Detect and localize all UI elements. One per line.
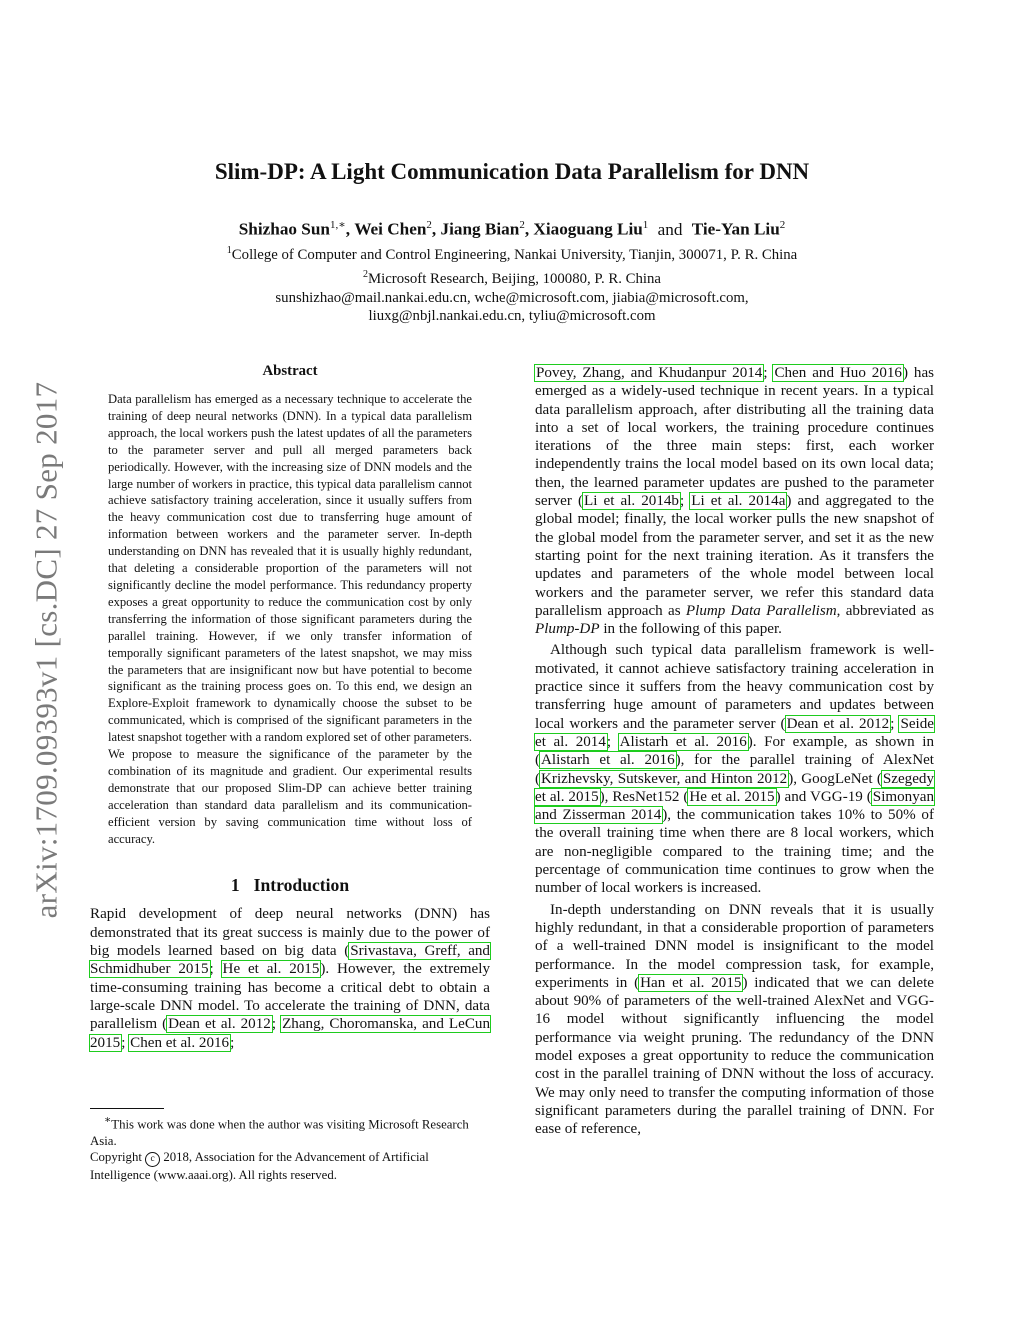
- author-4: Xiaoguang Liu: [533, 219, 643, 239]
- section-title: Introduction: [253, 875, 350, 896]
- section-number: 1: [230, 875, 240, 896]
- author-1: Shizhao Sun: [238, 219, 330, 239]
- copyright-notice: Copyright c 2018, Association for the Advancement of Artificial Intelligence (www.aaai.org). All rights reserved.: [90, 1150, 429, 1183]
- intro-paragraph-2: Although such typical data parallelism framework is well-motivated, it cannot achieve satisfactory training acceleration in practice since it suffers from the heavy communication cost by transferring huge amount of parameters and updates between local workers and the parameter server (Dean et al. 2012; Seide et al. 2014; Alistarh et al. 2016). For example, as shown in (Alistarh et al. 2016), for the parallel training of AlexNet (Krizhevsky, Sutskever, and Hinton 2012), GoogLeNet (Szegedy et al. 2015), ResNet152 (He et al. 2015) and VGG-19 (Simonyan and Zisserman 2014), the communication takes 10% to 50% of the overall training time when there are 8 local workers, which are non-negligible compared to the training time; and the percentage of communication time continues to grow when the number of local workers is increased.: [535, 642, 935, 897]
- right-column: [535, 364, 934, 1138]
- author-1-sup: 1,∗: [329, 219, 346, 231]
- abstract-text: Data parallelism has emerged as a necessary technique to accelerate the training of deep neural networks (DNN). In a typical data parallelism approach, the local workers push the latest updates of all the parameters to the parameter server and pull all merged parameters back periodically. However, with the increasing size of DNN models and the large number of workers in practice, this typical data parallelism cannot achieve satisfactory training acceleration, since it usually suffers from the heavy communication cost due to transferring huge amount of information between workers and the parameter server. In-depth understanding on DNN has revealed that it is usually highly redundant, that deleting a considerable proportion of the parameters will not significantly decline the model performance. This redundancy property exposes a great opportunity to reduce the communication cost by only transferring the information of those significant parameters during the parallel training. However, if we only transfer information of temporally significant parameters of the latest snapshot, we may miss the parameters that are insignificant now but have potential to become significant as the training process goes on. To this end, we design an Explore-Exploit framework to dynamically choose the subset to be communicated, which is comprised of the significant parameters in the latest snapshot together with a random explored set of other parameters. We propose to measure the significance of the parameter by the combination of its magnitude and gradient. Our experimental results demonstrate that our proposed Slim-DP can achieve better training acceleration than standard data parallelism and its communication-efficient version by saving communication time without loss of accuracy.: [108, 392, 472, 846]
- intro-paragraph-1: Rapid development of deep neural networks (DNN) has demonstrated that its great success is mainly due to the power of big models learned based on big data (Srivastava, Greff, and Schmidhuber 2015; He et al. 2015). However, the extremely time-consuming training has become a critical debt to obtain a large-scale DNN model. To accelerate the training of DNN, data parallelism (Dean et al. 2012; Zhang, Choromanska, and LeCun 2015; Chen et al. 2016;: [90, 906, 490, 1051]
- citation-link[interactable]: Alistarh et al. 2016: [541, 752, 675, 769]
- citation-link[interactable]: Zhang, Choromanska, and LeCun 2015: [90, 1016, 490, 1051]
- emphasis-term: Plump Data Parallelism: [685, 602, 837, 619]
- left-column: [90, 363, 490, 1052]
- paper-header: [100, 214, 924, 326]
- author-4-sup: 1: [642, 219, 649, 231]
- citation-link[interactable]: Szegedy et al. 2015: [535, 770, 934, 805]
- affiliation-2: $^2$Microsoft Research, Beijing, 100080, P. R. China: [362, 268, 662, 287]
- author-5-sup: 2: [779, 219, 786, 231]
- paper-title: Slim-DP: A Light Communication Data Parallelism for DNN: [214, 159, 810, 184]
- abstract-heading: Abstract: [262, 363, 318, 379]
- copyright-icon: c: [145, 1152, 160, 1167]
- citation-link[interactable]: Li et al. 2014a: [691, 493, 786, 510]
- citation-link[interactable]: Dean et al. 2012: [786, 715, 890, 732]
- citation-link[interactable]: Seide et al. 2014: [535, 715, 934, 750]
- author-conjunction: and: [657, 219, 683, 239]
- citation-link[interactable]: Han et al. 2015: [640, 974, 742, 991]
- citation-link[interactable]: Alistarh et al. 2016: [619, 733, 747, 750]
- author-3-sup: 2: [519, 219, 525, 231]
- footnote-rule: [90, 1108, 164, 1109]
- author-2: Wei Chen: [354, 219, 427, 239]
- citation-link[interactable]: Dean et al. 2012: [168, 1016, 271, 1033]
- citation-link[interactable]: He et al. 2015: [689, 788, 775, 805]
- citation-link[interactable]: Simonyan and Zisserman 2014: [535, 788, 935, 824]
- author-list: Shizhao Sun$^{1,∗}$, Wei Chen$^2$, Jiang Bian$^2$, Xiaoguang Liu$^1$ and Tie-Yan Liu$^2$: [238, 219, 786, 239]
- citation-link[interactable]: Chen and Huo 2016: [774, 365, 902, 381]
- footnote-author: ∗This work was done when the author was visiting Microsoft Research Asia.: [90, 1115, 469, 1148]
- author-5: Tie-Yan Liu: [691, 219, 780, 239]
- citation-link[interactable]: Li et al. 2014b: [584, 493, 679, 510]
- citation-link[interactable]: Srivastava, Greff, and Schmidhuber 2015: [90, 943, 490, 978]
- email-line-1: sunshizhao@mail.nankai.edu.cn, wche@microsoft.com, jiabia@microsoft.com,: [275, 289, 749, 306]
- citation-link[interactable]: Krizhevsky, Sutskever, and Hinton 2012: [541, 770, 788, 787]
- section-heading-introduction: [90, 875, 490, 896]
- citation-link[interactable]: Chen et al. 2016: [130, 1034, 230, 1051]
- email-line-2: liuxg@nbjl.nankai.edu.cn, tyliu@microsoft.com: [368, 308, 656, 325]
- author-3: Jiang Bian: [440, 219, 520, 239]
- arxiv-stamp: [26, 355, 66, 945]
- arxiv-id: arXiv:1709.09393v1 [cs.DC] 27 Sep 2017: [28, 381, 64, 919]
- emphasis-term: Plump-DP: [535, 621, 600, 638]
- intro-paragraph-1-continued: Povey, Zhang, and Khudanpur 2014; Chen and Huo 2016) has emerged as a widely-used technique in recent years. In a typical data parallelism approach, after distributing all the training data into a set of local workers, the training procedure continues iterations of the three main steps: first, each worker independently trains the local model based on its own local data; then, the learned parameter updates are pushed to the parameter server (Li et al. 2014b; Li et al. 2014a) and aggregated to the global model; finally, the local worker pulls the new snapshot of the global model from the parameter server, and set it as the new starting point for the next training iteration. As it transfers the updates and parameters of the whole model between local workers and the parameter server, we refer this standard data parallelism approach as Plump Data Parallelism, abbreviated as Plump-DP in the following of this paper.: [535, 365, 935, 638]
- citation-link[interactable]: He et al. 2015: [222, 961, 320, 978]
- author-2-sup: 2: [426, 219, 432, 231]
- intro-paragraph-3: In-depth understanding on DNN reveals that it is usually highly redundant, in that a considerable proportion of parameters of a well-trained DNN model is insignificant to the model performance. In the model compression task, for example, experiments in (Han et al. 2015) indicated that we can delete about 90% of parameters of the well-trained AlexNet and VGG-16 model without significantly influencing the model performance via weight pruning. The redundancy of the DNN model exposes a great opportunity to reduce the communication cost in the parallel training of DNN without the loss of accuracy. We may only need to transfer the computing information of those significant parameters during the parallel training of DNN. For ease of reference,: [535, 901, 934, 1138]
- citation-link[interactable]: Povey, Zhang, and Khudanpur 2014: [536, 365, 763, 381]
- footnotes: [90, 1108, 490, 1183]
- affiliation-1: $^1$College of Computer and Control Engineering, Nankai University, Tianjin, 300071, P. R. China: [226, 244, 798, 263]
